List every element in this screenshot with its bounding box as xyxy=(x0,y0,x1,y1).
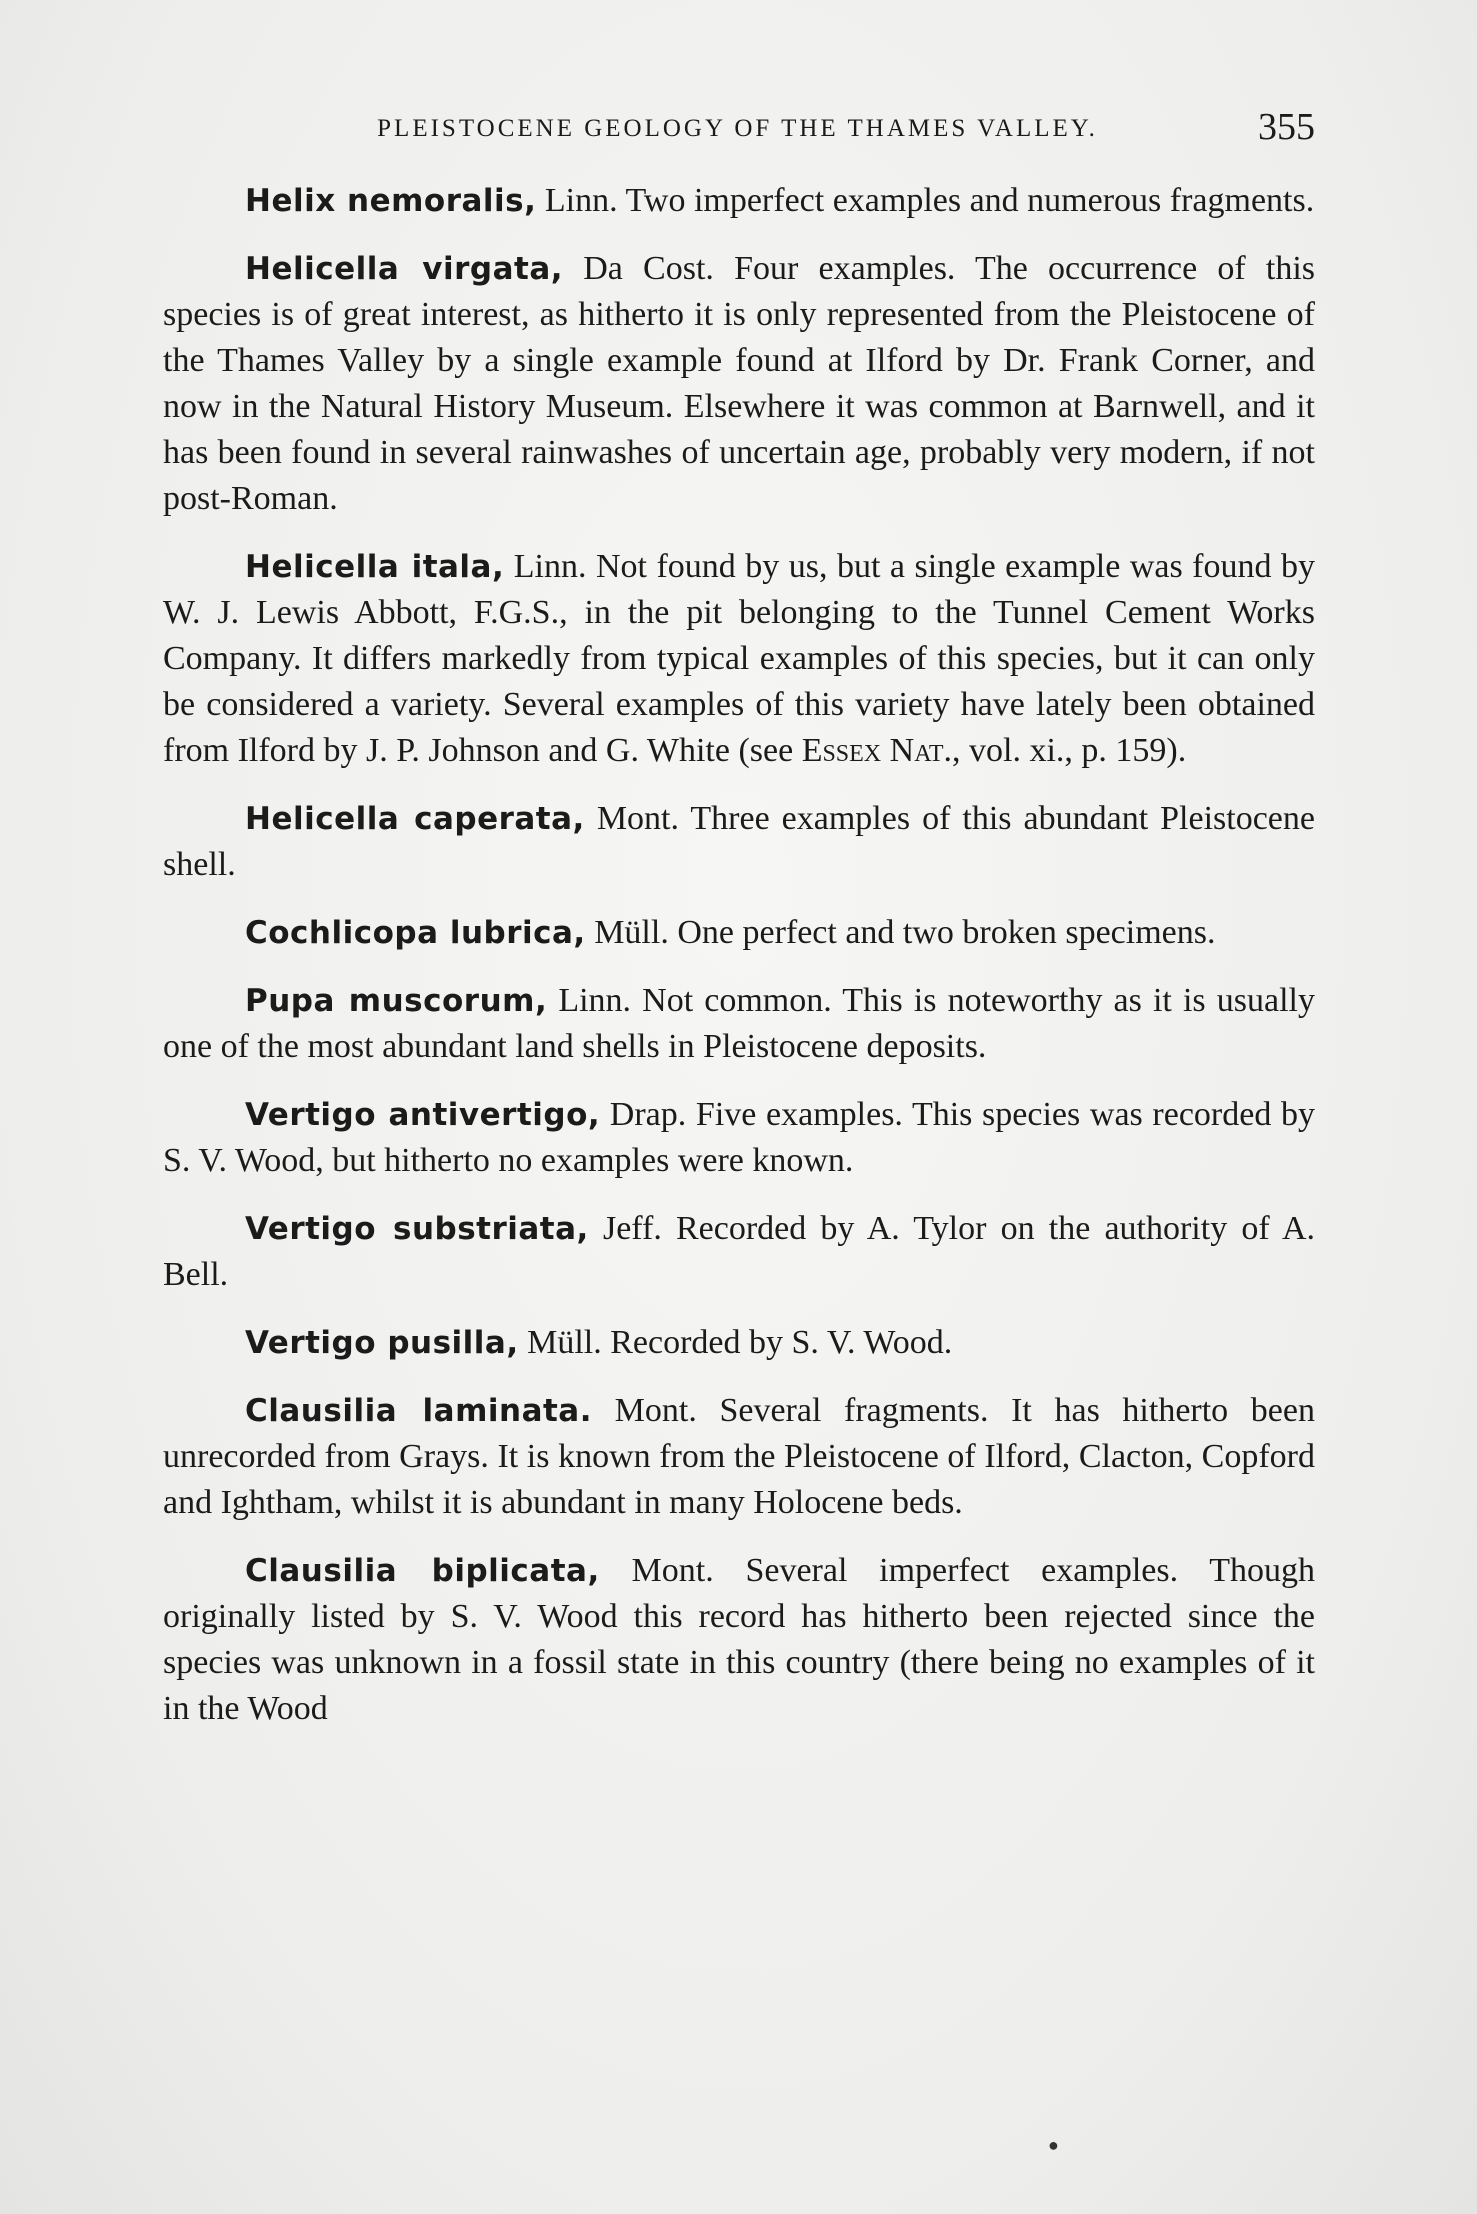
species-entry xyxy=(163,1320,1315,1366)
entry-text: Da Cost. Four examples. The occurrence of this species is of great interest, as hitherto it is only represented from the Pleistocene of the Thames Valley by a single example found at Ilford by Dr. Frank Corner, and now in the Natural History Museum. Elsewhere it was common at Barnwell, and it has been found in several rainwashes of uncertain age, probably very modern, if not post-Roman. xyxy=(163,250,1315,517)
entry-text: Jeff. Recorded by A. Tylor on the authority of A. Bell. xyxy=(163,1210,1316,1293)
ink-mark: ● xyxy=(1048,2135,1059,2155)
species-name: Vertigo pusilla, xyxy=(245,1325,519,1361)
entry-text: Müll. One perfect and two broken specimens. xyxy=(585,914,1216,951)
species-name: Helicella virgata, xyxy=(245,251,564,287)
entry-text: Linn. Two imperfect examples and numerous fragments. xyxy=(536,182,1315,219)
entry-text: Mont. Several fragments. It has hitherto been unrecorded from Grays. It is known from the Pleistocene of Ilford, Clacton, Copford and Ightham, whilst it is abundant in many Holocene beds. xyxy=(163,1392,1315,1521)
entry-text: Mont. Several imperfect examples. Though originally listed by S. V. Wood this record has hitherto been rejected since the species was unknown in a fossil state in this country (there being no examples of it in the Wood xyxy=(163,1552,1315,1727)
species-name: Clausilia biplicata, xyxy=(245,1553,600,1589)
species-name: Cochlicopa lubrica, xyxy=(245,915,586,951)
species-entry xyxy=(163,978,1315,1070)
species-entry xyxy=(163,544,1315,774)
species-entry xyxy=(163,910,1315,956)
species-entry xyxy=(163,1092,1315,1184)
species-name: Pupa muscorum, xyxy=(245,983,548,1019)
species-entry xyxy=(163,1388,1315,1526)
species-name: Vertigo antivertigo, xyxy=(245,1097,601,1133)
entry-text: Müll. Recorded by S. V. Wood. xyxy=(518,1324,953,1361)
entry-text-after: , vol. xi., p. 159). xyxy=(952,732,1187,769)
species-name: Helicella itala, xyxy=(245,549,505,585)
journal-reference: Essex Nat. xyxy=(801,732,953,769)
entry-text: Mont. Three examples of this abundant Pleistocene shell. xyxy=(163,800,1315,883)
entry-text: Drap. Five examples. This species was recorded by S. V. Wood, but hitherto no examples were known. xyxy=(163,1096,1315,1179)
page-header xyxy=(160,105,1315,165)
species-name: Clausilia laminata. xyxy=(245,1393,593,1429)
species-name: Helix nemoralis, xyxy=(245,183,537,219)
entry-text: Linn. Not common. This is noteworthy as it is usually one of the most abundant land shells in Pleistocene deposits. xyxy=(163,982,1315,1065)
species-entry xyxy=(163,796,1315,888)
species-entry xyxy=(163,246,1315,522)
species-name: Helicella caperata, xyxy=(245,801,585,837)
species-name: Vertigo substriata, xyxy=(245,1211,589,1247)
running-title: PLEISTOCENE GEOLOGY OF THE THAMES VALLEY. xyxy=(377,115,1098,142)
species-entry xyxy=(163,1206,1315,1298)
page-number: 355 xyxy=(1258,106,1315,148)
species-entry xyxy=(163,1548,1315,1732)
page-body xyxy=(163,178,1315,1754)
entry-text: Linn. Not found by us, but a single example was found by W. J. Lewis Abbott, F.G.S., in the pit belonging to the Tunnel Cement Works Company. It differs markedly from typical examples of this species, but it can only be considered a variety. Several examples of this variety have lately been obtained from Ilford by J. P. Johnson and G. White (see xyxy=(163,548,1315,769)
species-entry xyxy=(163,178,1315,224)
